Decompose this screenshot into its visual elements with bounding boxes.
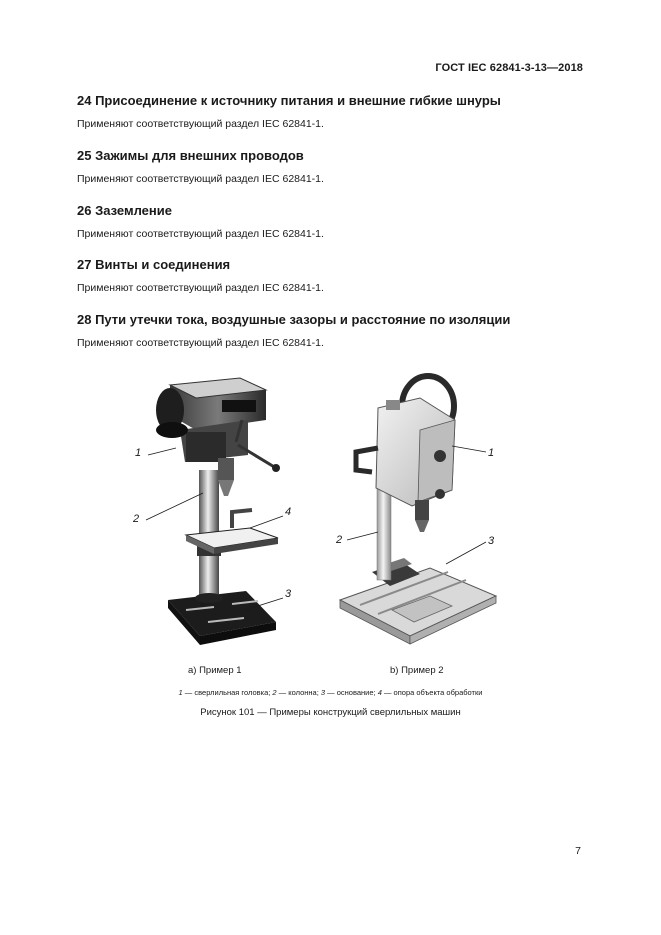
- section-28: [77, 312, 597, 350]
- section-body: Применяют соответствующий раздел IEC 62841-1.: [77, 173, 324, 185]
- legend-text: — опора объекта обработки: [381, 688, 483, 697]
- callout-b-1: 1: [488, 447, 495, 459]
- standard-id: ГОСТ IEC 62841-3-13—2018: [435, 62, 583, 74]
- legend-text: — колонна;: [276, 688, 321, 697]
- callout-b-3: 3: [488, 535, 495, 547]
- section-27: [77, 257, 597, 295]
- drill-illustrations: [0, 360, 661, 660]
- caption-a: a) Пример 1: [188, 665, 242, 676]
- legend-num: 2: [272, 688, 277, 697]
- section-title: 27 Винты и соединения: [77, 257, 231, 272]
- callout-a-3: 3: [285, 588, 292, 600]
- page-number: 7: [575, 845, 581, 857]
- section-title: 25 Зажимы для внешних проводов: [77, 148, 304, 163]
- section-25: [77, 148, 597, 186]
- drill-press-a: [132, 378, 292, 645]
- legend-num: 3: [320, 688, 326, 697]
- callout-b-2: 2: [336, 534, 343, 546]
- section-body: Применяют соответствующий раздел IEC 62841-1.: [77, 228, 324, 240]
- section-body: Применяют соответствующий раздел IEC 62841-1.: [77, 118, 324, 130]
- legend-num: 1: [178, 688, 183, 697]
- figure-title: Рисунок 101 — Примеры конструкций сверлильных машин: [200, 707, 461, 718]
- legend-num: 4: [377, 688, 382, 697]
- legend-text: — основание;: [325, 688, 378, 697]
- callout-a-1: 1: [135, 447, 142, 459]
- section-24: [77, 93, 597, 131]
- callout-a-2: 2: [133, 513, 140, 525]
- section-title: 28 Пути утечки тока, воздушные зазоры и расстояние по изоляции: [77, 312, 511, 327]
- caption-b: b) Пример 2: [390, 665, 444, 676]
- figure-legend: [0, 688, 661, 697]
- legend-text: — сверлильная головка;: [182, 688, 273, 697]
- section-body: Применяют соответствующий раздел IEC 62841-1.: [77, 282, 324, 294]
- section-body: Применяют соответствующий раздел IEC 62841-1.: [77, 337, 324, 349]
- section-title: 24 Присоединение к источнику питания и внешние гибкие шнуры: [77, 93, 501, 108]
- drill-press-b: [335, 376, 496, 644]
- section-26: [77, 203, 597, 241]
- callout-a-4: 4: [285, 506, 292, 518]
- section-title: 26 Заземление: [77, 203, 172, 218]
